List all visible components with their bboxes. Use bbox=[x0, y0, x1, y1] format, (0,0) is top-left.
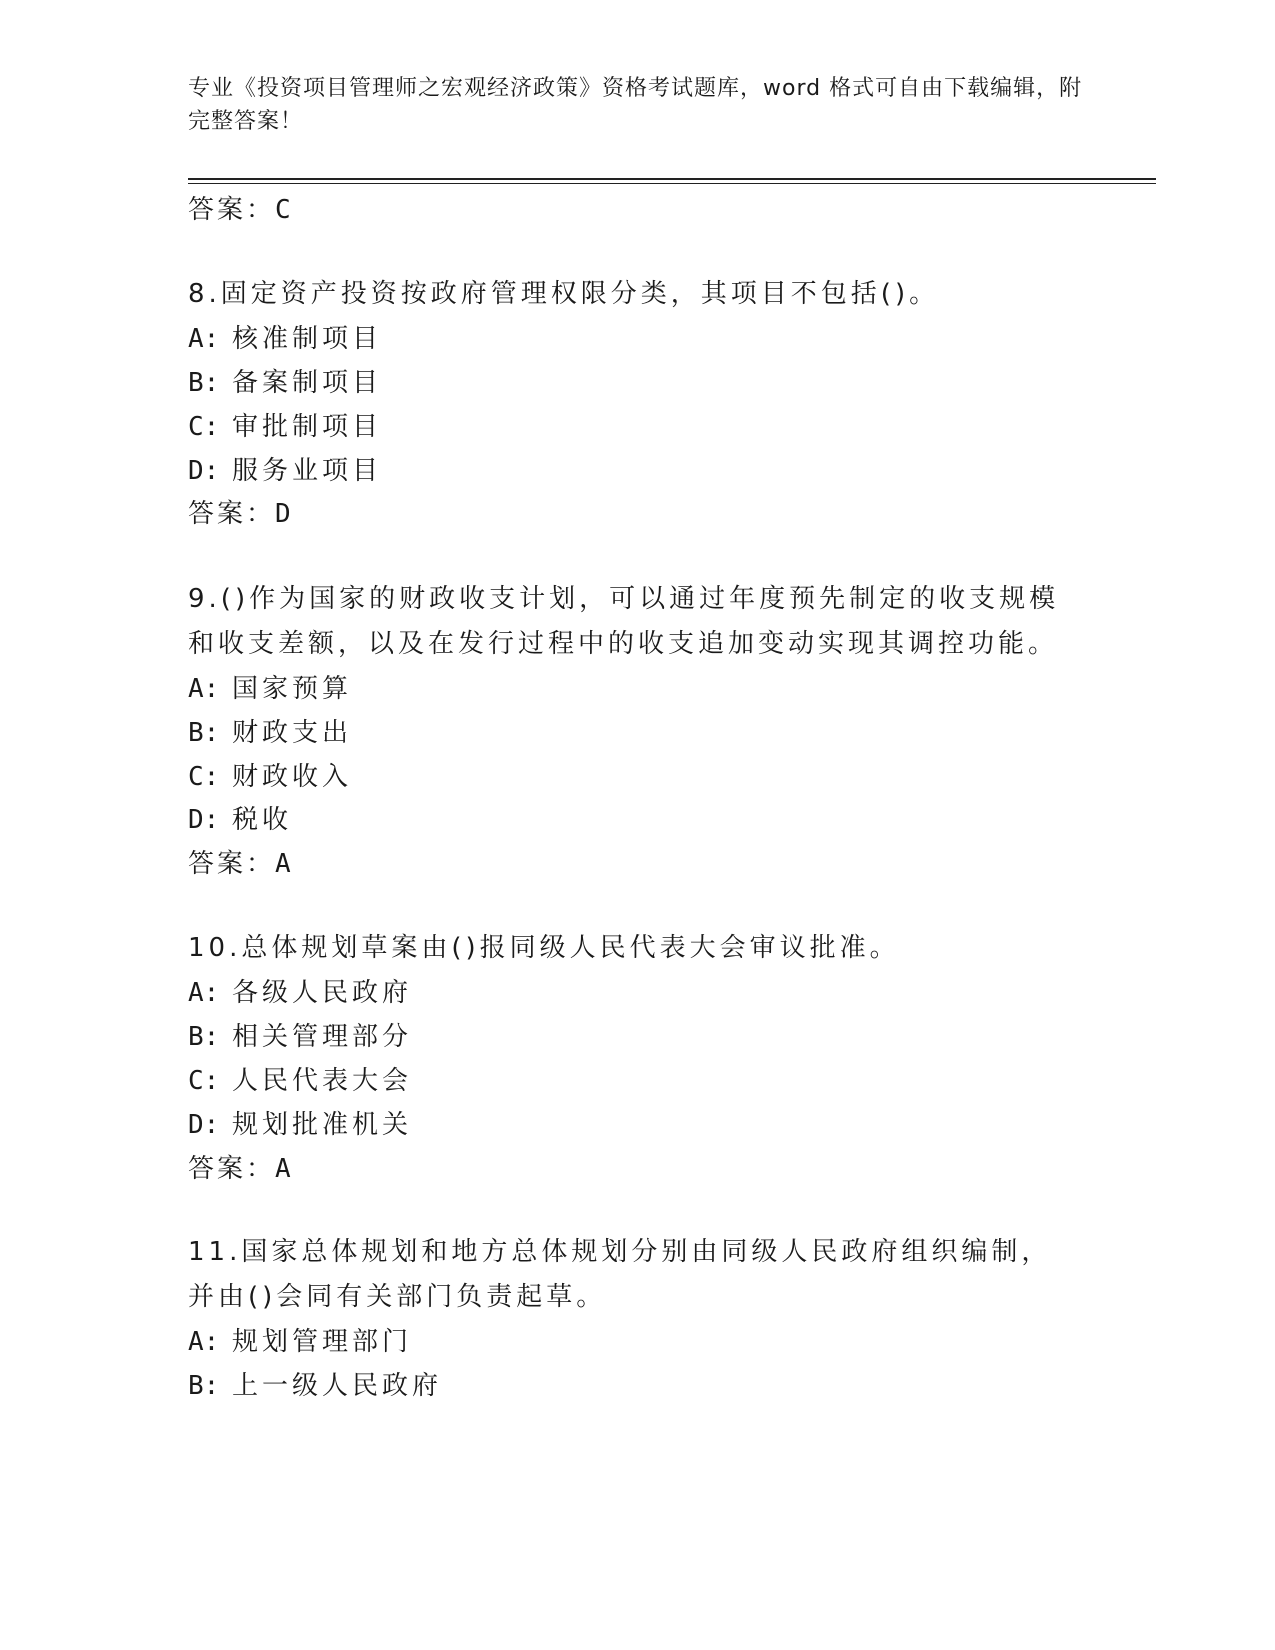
option-letter: C: bbox=[188, 1066, 220, 1096]
option-text: 相关管理部分 bbox=[232, 1022, 413, 1052]
option-letter: A: bbox=[188, 674, 220, 704]
option-a bbox=[188, 976, 412, 1010]
question-stem: 9.()作为国家的财政收支计划，可以通过年度预先制定的收支规模和收支差额，以及在发行过程中的收支追加变动实现其调控功能。 bbox=[188, 584, 1060, 659]
question-stem: 10.总体规划草案由()报同级人民代表大会审议批准。 bbox=[188, 933, 900, 963]
option-text: 服务业项目 bbox=[232, 456, 383, 486]
question-stem: 11.国家总体规划和地方总体规划分别由同级人民政府组织编制，并由()会同有关部门负责起草。 bbox=[188, 1237, 1052, 1312]
answer-label: 答案： bbox=[188, 195, 276, 225]
option-b bbox=[188, 1369, 442, 1403]
answer-value: A bbox=[275, 849, 294, 879]
answer-line bbox=[188, 847, 294, 881]
option-a bbox=[188, 322, 382, 356]
option-letter: C: bbox=[188, 412, 220, 442]
option-text: 财政收入 bbox=[232, 762, 353, 792]
option-d bbox=[188, 454, 382, 488]
option-text: 审批制项目 bbox=[232, 412, 383, 442]
option-letter: D: bbox=[188, 805, 220, 835]
option-text: 核准制项目 bbox=[232, 324, 383, 354]
option-text: 税收 bbox=[232, 805, 293, 835]
option-letter: B: bbox=[188, 1371, 220, 1401]
option-text: 规划管理部门 bbox=[232, 1327, 413, 1357]
option-text: 备案制项目 bbox=[232, 368, 383, 398]
answer-label: 答案： bbox=[188, 499, 276, 529]
option-letter: D: bbox=[188, 456, 220, 486]
option-text: 规划批准机关 bbox=[232, 1110, 413, 1140]
option-b bbox=[188, 716, 352, 750]
option-b bbox=[188, 366, 382, 400]
answer-line bbox=[188, 1152, 294, 1186]
option-a bbox=[188, 672, 352, 706]
option-letter: B: bbox=[188, 368, 220, 398]
option-letter: B: bbox=[188, 718, 220, 748]
option-letter: A: bbox=[188, 324, 220, 354]
option-d bbox=[188, 803, 292, 837]
option-text: 上一级人民政府 bbox=[232, 1371, 443, 1401]
option-letter: A: bbox=[188, 978, 220, 1008]
answer-value: A bbox=[275, 1154, 294, 1184]
option-c bbox=[188, 1064, 412, 1098]
question-stem: 8.固定资产投资按政府管理权限分类，其项目不包括()。 bbox=[188, 279, 940, 309]
option-text: 财政支出 bbox=[232, 718, 353, 748]
header-divider-thin bbox=[188, 183, 1156, 184]
option-a bbox=[188, 1325, 412, 1359]
option-letter: C: bbox=[188, 762, 220, 792]
option-text: 国家预算 bbox=[232, 674, 353, 704]
answer-line bbox=[188, 497, 294, 531]
answer-value: D bbox=[275, 499, 294, 529]
option-letter: B: bbox=[188, 1022, 220, 1052]
option-c bbox=[188, 760, 352, 794]
option-c bbox=[188, 410, 382, 444]
answer-label: 答案： bbox=[188, 1154, 276, 1184]
option-b bbox=[188, 1020, 412, 1054]
option-text: 各级人民政府 bbox=[232, 978, 413, 1008]
answer-label: 答案： bbox=[188, 849, 276, 879]
option-letter: A: bbox=[188, 1327, 220, 1357]
answer-value: C bbox=[275, 195, 294, 225]
option-letter: D: bbox=[188, 1110, 220, 1140]
option-d bbox=[188, 1108, 412, 1142]
document-header: 专业《投资项目管理师之宏观经济政策》资格考试题库，word 格式可自由下载编辑，附完整答案！ bbox=[188, 76, 1083, 134]
header-divider bbox=[188, 178, 1156, 180]
answer-line bbox=[188, 193, 294, 227]
option-text: 人民代表大会 bbox=[232, 1066, 413, 1096]
